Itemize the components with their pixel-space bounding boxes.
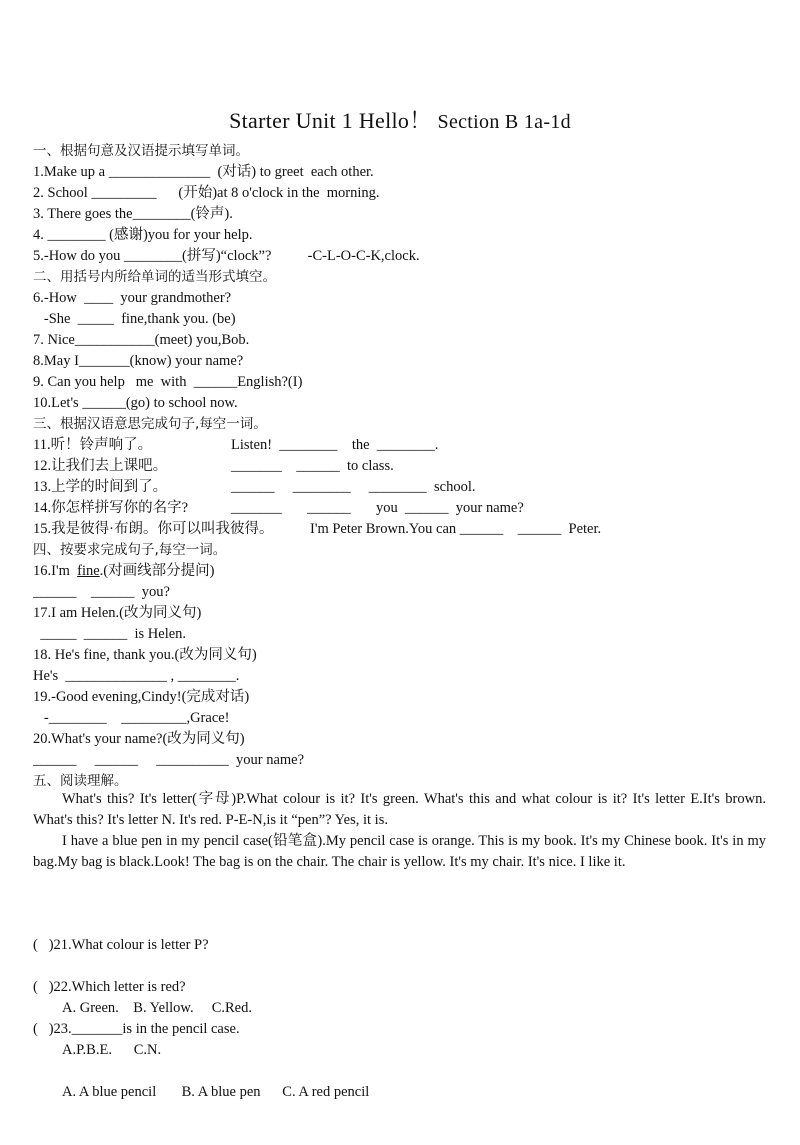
question-13-cn: 13.上学的时间到了。 [33,479,168,495]
reading-paragraph-2: I have a blue pen in my pencil case(铅笔盒).My pencil case is orange. This is my book. It's my Chinese book. It's in my bag.My bag is black.Look! The bag is on the chair. The chair is yellow. It's my chair. It's nice. I like it. [33,833,766,870]
question-15 [33,519,773,540]
question-16 [33,561,773,582]
question-14-cn: 14.你怎样拼写你的名字? [33,500,189,516]
question-3: 3. There goes the________(铃声). [33,206,233,222]
question-8: 8.May I_______(know) your name? [33,353,244,369]
section-5-heading: 五、阅读理解。 [33,773,128,789]
answer-20: ______ ______ __________ your name? [33,752,305,768]
question-13 [33,477,773,498]
question-21-stem: ( )21.What colour is letter P? [33,937,209,953]
page-title [0,104,800,135]
question-19: 19.-Good evening,Cindy!(完成对话) [33,689,250,705]
question-17: 17.I am Helen.(改为同义句) [33,605,202,621]
question-15-cn: 15.我是彼得·布朗。你可以叫我彼得。 [33,521,274,537]
question-22-options: A.P.B.E. C.N. [62,1042,162,1058]
answer-18: He's ______________ , ________. [33,668,240,684]
question-11-en: Listen! ________ the ________. [231,437,439,453]
question-23 [33,977,369,1145]
answer-19: -________ _________,Grace! [33,710,230,726]
section-4-heading: 四、按要求完成句子,每空一词。 [33,542,227,558]
question-12-cn: 12.让我们去上课吧。 [33,458,168,474]
reading-passage [33,789,766,873]
question-20: 20.What's your name?(改为同义句) [33,731,245,747]
question-2: 2. School _________ (开始)at 8 o'clock in the morning. [33,185,380,201]
question-13-en: ______ ________ ________ school. [231,479,476,495]
question-7: 7. Nice___________(meet) you,Bob. [33,332,250,348]
question-6b: -She _____ fine,thank you. (be) [33,311,236,327]
question-23-stem: ( )23._______is in the pencil case. [33,1021,240,1037]
underlined-word: fine [77,563,100,579]
question-6a: 6.-How ____ your grandmother? [33,290,232,306]
question-1: 1.Make up a ______________ (对话) to greet each other. [33,164,374,180]
exercise-lines [33,141,773,792]
question-22-stem: ( )22.Which letter is red? [33,979,186,995]
answer-16: ______ ______ you? [33,584,170,600]
question-16-prefix: 16.I'm [33,563,78,579]
question-10: 10.Let's ______(go) to school now. [33,395,238,411]
question-21-options: A. Green. B. Yellow. C.Red. [62,1000,252,1016]
section-2-heading: 二、用括号内所给单词的适当形式填空。 [33,269,276,285]
question-18: 18. He's fine, thank you.(改为同义句) [33,647,257,663]
question-15-en: I'm Peter Brown.You can ______ ______ Peter. [310,521,602,537]
question-11-cn: 11.听！铃声响了。 [33,437,153,453]
question-12-en: _______ ______ to class. [231,458,394,474]
question-16-suffix: .(对画线部分提问) [99,563,215,579]
title-section: Section B 1a-1d [437,111,571,133]
question-4: 4. ________ (感谢)you for your help. [33,227,253,243]
reading-paragraph-1: What's this? It's letter(字母)P.What colour is it? It's green. What's this and what colour is it? It's letter E.It's brown. What's this? It's letter N. It's red. P-E-N,is it “pen”? Yes, it is. [33,791,766,828]
question-9: 9. Can you help me with ______English?(I) [33,374,303,390]
answer-17: _____ ______ is Helen. [33,626,187,642]
question-23-options: A. A blue pencil B. A blue pen C. A red pencil [62,1084,370,1100]
section-3-heading: 三、根据汉语意思完成句子,每空一词。 [33,416,267,432]
question-14-en: _______ ______ you ______ your name? [231,500,524,516]
section-1-heading: 一、根据句意及汉语提示填写单词。 [33,143,249,159]
question-12 [33,456,773,477]
question-11 [33,435,773,456]
title-main: Starter Unit 1 Hello！ [229,108,432,133]
question-14 [33,498,773,519]
question-5: 5.-How do you ________(拼写)“clock”? -C-L-O-C-K,clock. [33,248,420,264]
